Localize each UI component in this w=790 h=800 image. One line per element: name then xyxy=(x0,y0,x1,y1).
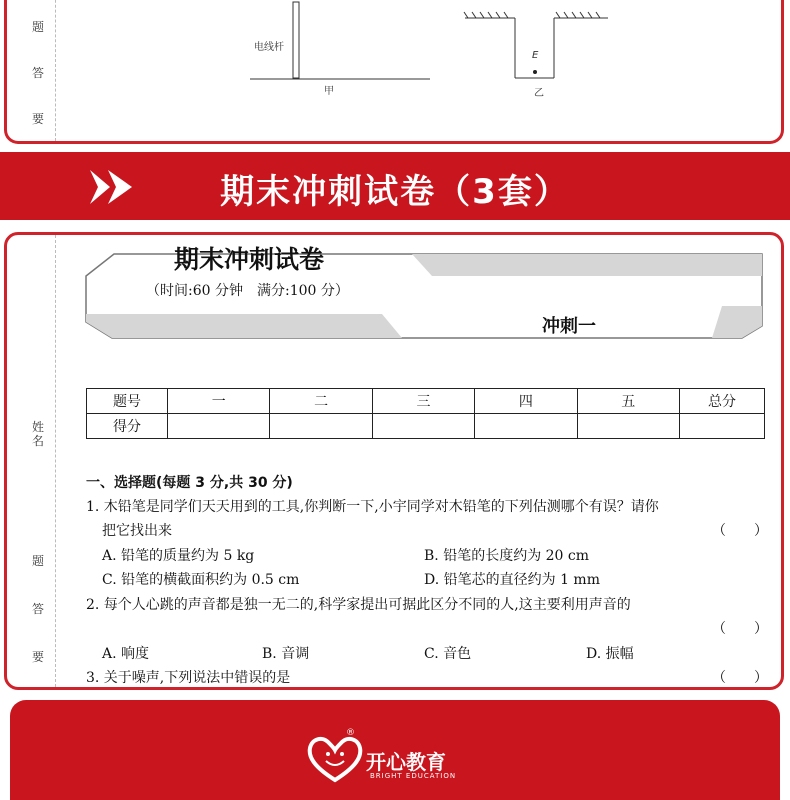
registered-mark: ® xyxy=(346,728,355,738)
option-d: D. 振幅 xyxy=(586,646,634,662)
score-input-cell[interactable] xyxy=(577,414,679,439)
left-figure-caption: 甲 xyxy=(324,86,334,97)
option-d: D. 铅笔芯的直径约为 1 mm xyxy=(424,572,600,588)
score-input-cell[interactable] xyxy=(270,414,372,439)
exam-subtitle: （时间:60 分钟 满分:100 分） xyxy=(146,283,349,299)
physics-diagram xyxy=(240,0,620,100)
section-banner xyxy=(0,152,790,220)
right-figure-caption: 乙 xyxy=(534,88,544,99)
side-label-da: 答 xyxy=(32,602,45,616)
score-input-cell[interactable] xyxy=(680,414,765,439)
question-2-stem: 2. 每个人心跳的声音都是独一无二的,科学家提出可据此区分不同的人,这主要利用声音的 xyxy=(86,597,631,613)
score-table-header-row xyxy=(87,389,765,414)
option-c: C. 铅笔的横截面积约为 0.5 cm xyxy=(102,572,300,588)
score-table-row xyxy=(87,414,765,439)
side-label-ti: 题 xyxy=(32,554,45,568)
side-label-ti: 题 xyxy=(32,20,45,34)
question-1-stem: 1. 木铅笔是同学们天天用到的工具,你判断一下,小宇同学对木铅笔的下列估测哪个有误？请你 xyxy=(86,499,659,515)
point-e-label: E xyxy=(532,50,539,61)
table-cell: 得分 xyxy=(87,414,168,439)
sprint-label: 冲刺一 xyxy=(542,316,596,337)
question-1-stem-cont: 把它找出来 xyxy=(102,523,172,539)
brand-name: 开心教育 xyxy=(366,750,446,774)
option-b: B. 音调 xyxy=(262,646,310,662)
option-b: B. 铅笔的长度约为 20 cm xyxy=(424,548,590,564)
table-cell: 五 xyxy=(577,389,679,414)
table-cell: 三 xyxy=(372,389,474,414)
heart-face-logo-icon xyxy=(306,734,364,784)
answer-bracket[interactable]: （ ） xyxy=(712,670,768,686)
section-header: 一、选择题(每题 3 分,共 30 分) xyxy=(86,475,293,491)
score-input-cell[interactable] xyxy=(475,414,577,439)
option-a: A. 铅笔的质量约为 5 kg xyxy=(102,548,255,564)
table-cell: 二 xyxy=(270,389,372,414)
side-label-yao: 要 xyxy=(32,650,45,664)
question-3-stem: 3. 关于噪声,下列说法中错误的是 xyxy=(86,670,291,686)
table-cell: 一 xyxy=(168,389,270,414)
side-label-yao: 要 xyxy=(32,112,45,126)
brand-subtitle: BRIGHT EDUCATION xyxy=(370,772,457,780)
answer-bracket[interactable]: （ ） xyxy=(712,621,768,637)
answer-bracket[interactable]: （ ） xyxy=(712,523,768,539)
option-a: A. 响度 xyxy=(102,646,150,662)
score-input-cell[interactable] xyxy=(168,414,270,439)
table-cell: 总分 xyxy=(680,389,765,414)
score-table xyxy=(86,388,765,439)
option-c: C. 音色 xyxy=(424,646,472,662)
score-input-cell[interactable] xyxy=(372,414,474,439)
side-margin xyxy=(15,235,56,687)
exam-title: 期末冲刺试卷 xyxy=(174,245,325,274)
side-label-da: 答 xyxy=(32,66,45,80)
banner-title: 期末冲刺试卷（3套） xyxy=(220,172,570,212)
table-cell: 四 xyxy=(475,389,577,414)
table-cell: 题号 xyxy=(87,389,168,414)
pole-label: 电线杆 xyxy=(254,42,284,53)
side-name-label: 姓名 xyxy=(32,420,45,448)
